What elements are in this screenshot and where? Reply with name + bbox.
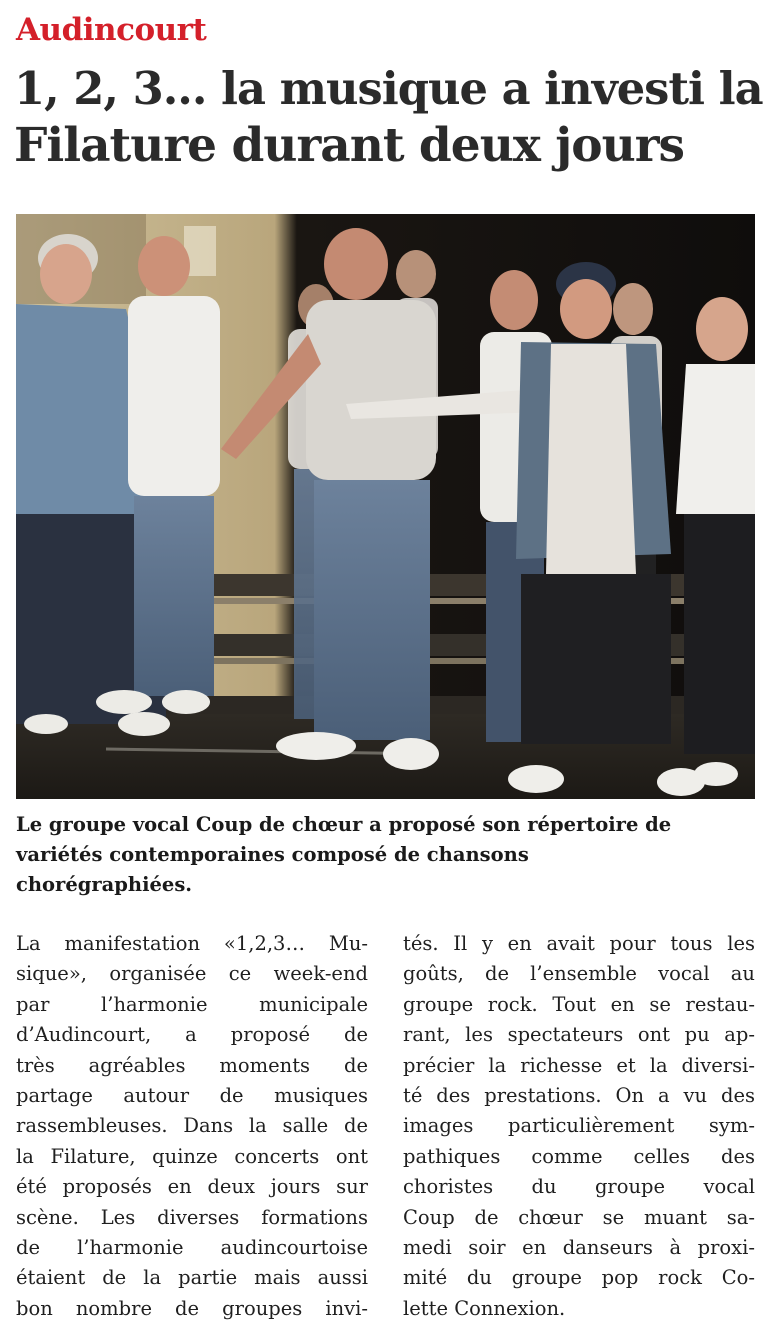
body-line: rant, les spectateurs ont pu ap- xyxy=(403,1023,755,1047)
body-line: été proposés en deux jours sur xyxy=(16,1175,368,1199)
body-line: choristes du groupe vocal xyxy=(403,1175,755,1199)
body-line: la Filature, quinze concerts ont xyxy=(16,1144,368,1168)
body-line: sique», organisée ce week-end xyxy=(16,962,368,986)
kicker-location: Audincourt xyxy=(16,12,207,48)
body-line: pathiques comme celles des xyxy=(403,1144,755,1168)
caption-line: variétés contemporaines composé de chansons xyxy=(16,843,529,866)
article-photo xyxy=(16,214,755,799)
body-line: rassembleuses. Dans la salle de xyxy=(16,1114,368,1138)
body-line: de l’harmonie audincourtoise xyxy=(16,1236,368,1260)
photo-caption xyxy=(16,810,756,900)
headline-line: Filature durant deux jours xyxy=(14,118,685,173)
body-line: précier la richesse et la diversi- xyxy=(403,1053,755,1077)
caption-line: Le groupe vocal Coup de chœur a proposé son répertoire de xyxy=(16,813,672,836)
body-line: partage autour de musiques xyxy=(16,1084,368,1108)
article-headline xyxy=(14,60,764,174)
body-line: mité du groupe pop rock Co- xyxy=(403,1266,755,1290)
body-line: lette Connexion. xyxy=(403,1296,566,1320)
headline-line: 1, 2, 3... la musique a investi la xyxy=(14,62,763,115)
body-line: images particulièrement sym- xyxy=(403,1114,755,1138)
body-column-right xyxy=(403,929,755,1324)
body-line: té des prestations. On a vu des xyxy=(403,1084,755,1108)
body-column-left xyxy=(16,929,368,1324)
body-line: d’Audincourt, a proposé de xyxy=(16,1023,368,1047)
body-line: par l’harmonie municipale xyxy=(16,992,368,1016)
body-line: medi soir en danseurs à proxi- xyxy=(403,1236,755,1260)
body-line: groupe rock. Tout en se restau- xyxy=(403,992,755,1016)
body-line: tés. Il y en avait pour tous les xyxy=(403,932,755,955)
body-line: très agréables moments de xyxy=(16,1053,368,1077)
body-line: La manifestation «1,2,3… Mu- xyxy=(16,932,368,955)
body-line: étaient de la partie mais aussi xyxy=(16,1266,368,1290)
body-line: goûts, de l’ensemble vocal au xyxy=(403,962,755,986)
body-line: scène. Les diverses formations xyxy=(16,1205,368,1229)
caption-line: chorégraphiées. xyxy=(16,873,193,896)
body-line: bon nombre de groupes invi- xyxy=(16,1296,368,1320)
body-line: Coup de chœur se muant sa- xyxy=(403,1205,755,1229)
